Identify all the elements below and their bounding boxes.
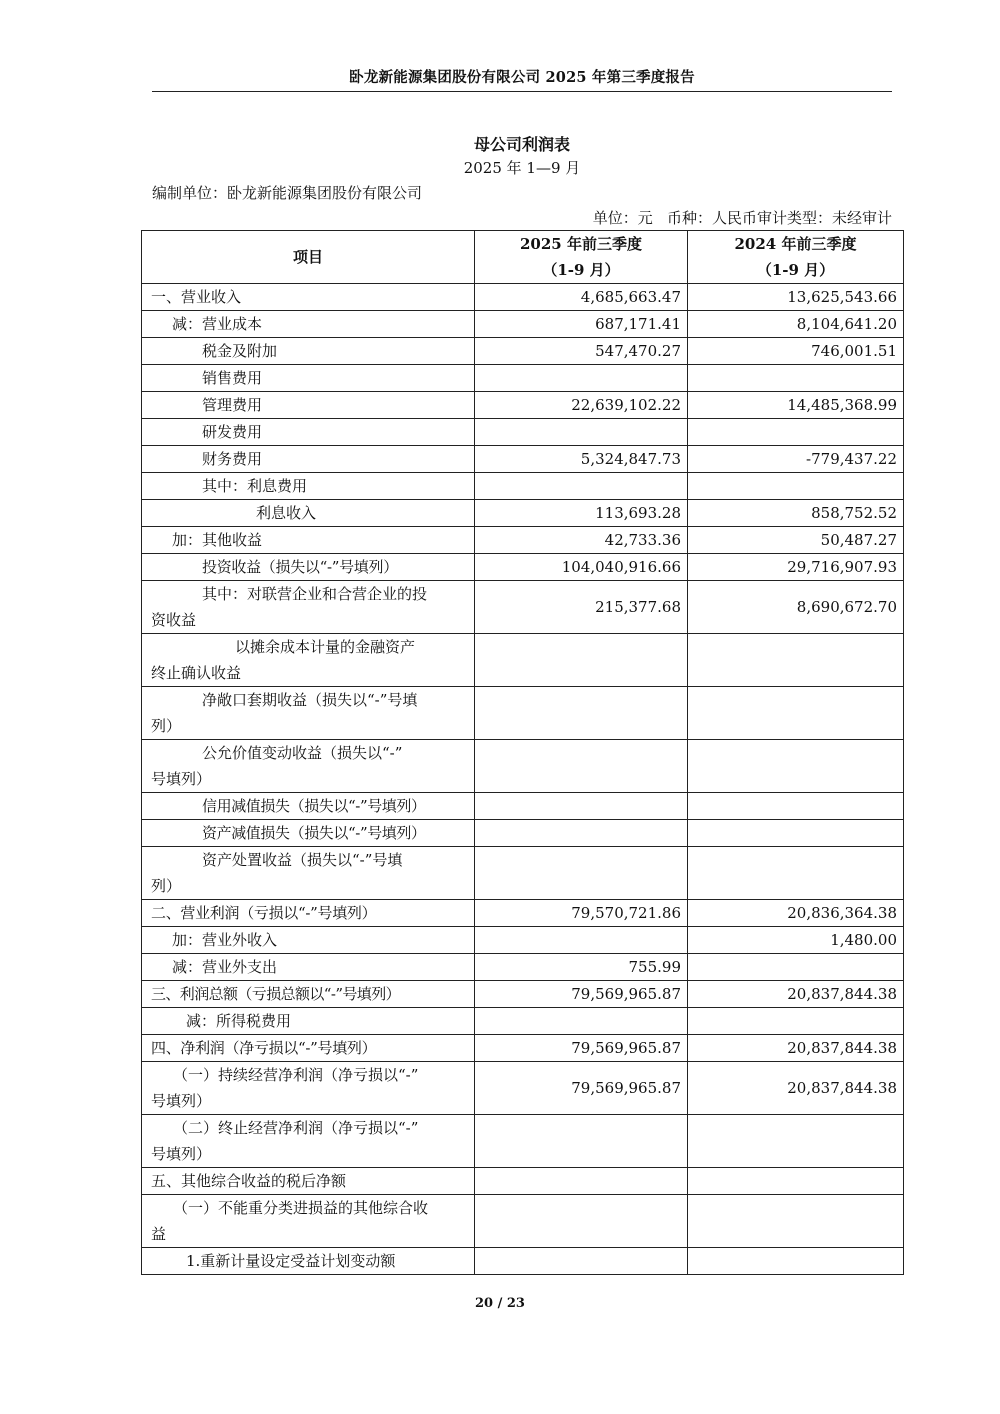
- value-2024: [688, 954, 904, 981]
- table-row: [142, 1248, 904, 1275]
- row-label: （二）终止经营净利润（净亏损以“-” 号填列）: [142, 1115, 475, 1168]
- value-2025: 5,324,847.73: [475, 446, 688, 473]
- row-label: 利息收入: [142, 500, 475, 527]
- table-row: [142, 820, 904, 847]
- value-2024: [688, 820, 904, 847]
- value-2025: [475, 1168, 688, 1195]
- table-row: [142, 634, 904, 687]
- value-2025: 104,040,916.66: [475, 554, 688, 581]
- value-2024: 1,480.00: [688, 927, 904, 954]
- value-2025: [475, 740, 688, 793]
- table-row: [142, 740, 904, 793]
- value-2024: [688, 1008, 904, 1035]
- value-2025: [475, 687, 688, 740]
- value-2024: 29,716,907.93: [688, 554, 904, 581]
- value-2024: 746,001.51: [688, 338, 904, 365]
- row-label: 一、营业收入: [142, 284, 475, 311]
- value-2025: 755.99: [475, 954, 688, 981]
- table-row: [142, 954, 904, 981]
- value-2024: [688, 847, 904, 900]
- value-2024: 50,487.27: [688, 527, 904, 554]
- row-label: 加：其他收益: [142, 527, 475, 554]
- income-statement-table: [141, 230, 904, 1275]
- value-2025: [475, 473, 688, 500]
- row-label: 二、营业利润（亏损以“-”号填列）: [142, 900, 475, 927]
- value-2024: 858,752.52: [688, 500, 904, 527]
- table-row: [142, 1008, 904, 1035]
- value-2025: [475, 634, 688, 687]
- table-row: [142, 847, 904, 900]
- table-row: [142, 581, 904, 634]
- value-2025: 42,733.36: [475, 527, 688, 554]
- value-2024: 13,625,543.66: [688, 284, 904, 311]
- header-item: 项目: [142, 231, 475, 284]
- table-row: [142, 527, 904, 554]
- value-2024: 8,690,672.70: [688, 581, 904, 634]
- statement-period: 2025 年 1—9 月: [463, 159, 581, 177]
- value-2024: [688, 1168, 904, 1195]
- value-2024: 20,837,844.38: [688, 1035, 904, 1062]
- value-2024: [688, 1195, 904, 1248]
- statement-title: 母公司利润表: [473, 135, 570, 154]
- row-label: 税金及附加: [142, 338, 475, 365]
- compiling-entity: 编制单位：卧龙新能源集团股份有限公司: [152, 184, 423, 202]
- table-row: [142, 392, 904, 419]
- table-row: [142, 1035, 904, 1062]
- row-label: 1.重新计量设定受益计划变动额: [142, 1248, 475, 1275]
- table-row: [142, 687, 904, 740]
- table-row: [142, 554, 904, 581]
- table-row: [142, 446, 904, 473]
- table-row: [142, 284, 904, 311]
- value-2024: [688, 1115, 904, 1168]
- row-label: 研发费用: [142, 419, 475, 446]
- table-row: [142, 793, 904, 820]
- row-label: （一）不能重分类进损益的其他综合收 益: [142, 1195, 475, 1248]
- value-2025: [475, 1248, 688, 1275]
- value-2024: [688, 793, 904, 820]
- row-label: 减：营业外支出: [142, 954, 475, 981]
- table-row: [142, 900, 904, 927]
- row-label: 三、利润总额（亏损总额以“-”号填列）: [142, 981, 475, 1008]
- row-label: 其中：利息费用: [142, 473, 475, 500]
- row-label: 净敞口套期收益（损失以“-”号填 列）: [142, 687, 475, 740]
- value-2024: [688, 687, 904, 740]
- value-2025: [475, 820, 688, 847]
- row-label: 销售费用: [142, 365, 475, 392]
- header-2025: 2025 年前三季度 （1-9 月）: [475, 231, 688, 284]
- value-2025: 79,569,965.87: [475, 1062, 688, 1115]
- table-row: [142, 1168, 904, 1195]
- table-row: [142, 311, 904, 338]
- value-2024: [688, 634, 904, 687]
- table-row: [142, 419, 904, 446]
- table-row: [142, 981, 904, 1008]
- row-label: 减：所得税费用: [142, 1008, 475, 1035]
- value-2024: 8,104,641.20: [688, 311, 904, 338]
- header-divider: [152, 91, 892, 92]
- row-label: 以摊余成本计量的金融资产 终止确认收益: [142, 634, 475, 687]
- value-2025: 79,569,965.87: [475, 1035, 688, 1062]
- value-2024: -779,437.22: [688, 446, 904, 473]
- report-header-title: 卧龙新能源集团股份有限公司 2025 年第三季度报告: [349, 69, 695, 86]
- units-currency-audit-line: 单位：元 币种：人民币审计类型：未经审计: [592, 209, 892, 227]
- value-2025: 687,171.41: [475, 311, 688, 338]
- value-2025: 547,470.27: [475, 338, 688, 365]
- value-2025: 4,685,663.47: [475, 284, 688, 311]
- value-2025: 22,639,102.22: [475, 392, 688, 419]
- row-label: 投资收益（损失以“-”号填列）: [142, 554, 475, 581]
- value-2024: 20,837,844.38: [688, 981, 904, 1008]
- value-2025: [475, 1195, 688, 1248]
- table-header-row: [142, 231, 904, 284]
- header-2024: 2024 年前三季度 （1-9 月）: [688, 231, 904, 284]
- value-2025: [475, 847, 688, 900]
- value-2025: 113,693.28: [475, 500, 688, 527]
- value-2024: [688, 1248, 904, 1275]
- value-2025: [475, 365, 688, 392]
- row-label: 五、其他综合收益的税后净额: [142, 1168, 475, 1195]
- value-2025: [475, 927, 688, 954]
- row-label: 其中：对联营企业和合营企业的投 资收益: [142, 581, 475, 634]
- value-2025: [475, 793, 688, 820]
- value-2024: [688, 473, 904, 500]
- page-number: 20 / 23: [475, 1296, 525, 1311]
- row-label: 资产处置收益（损失以“-”号填 列）: [142, 847, 475, 900]
- row-label: （一）持续经营净利润（净亏损以“-” 号填列）: [142, 1062, 475, 1115]
- table-row: [142, 500, 904, 527]
- value-2025: 215,377.68: [475, 581, 688, 634]
- value-2024: [688, 419, 904, 446]
- value-2025: 79,569,965.87: [475, 981, 688, 1008]
- value-2024: [688, 740, 904, 793]
- table-row: [142, 1062, 904, 1115]
- row-label: 四、净利润（净亏损以“-”号填列）: [142, 1035, 475, 1062]
- table-row: [142, 927, 904, 954]
- row-label: 财务费用: [142, 446, 475, 473]
- value-2024: 20,836,364.38: [688, 900, 904, 927]
- value-2024: [688, 365, 904, 392]
- value-2025: [475, 419, 688, 446]
- row-label: 信用减值损失（损失以“-”号填列）: [142, 793, 475, 820]
- table-row: [142, 1115, 904, 1168]
- value-2025: 79,570,721.86: [475, 900, 688, 927]
- table-row: [142, 365, 904, 392]
- table-row: [142, 473, 904, 500]
- row-label: 资产减值损失（损失以“-”号填列）: [142, 820, 475, 847]
- row-label: 减：营业成本: [142, 311, 475, 338]
- value-2025: [475, 1008, 688, 1035]
- value-2024: 20,837,844.38: [688, 1062, 904, 1115]
- value-2025: [475, 1115, 688, 1168]
- table-row: [142, 1195, 904, 1248]
- row-label: 加：营业外收入: [142, 927, 475, 954]
- value-2024: 14,485,368.99: [688, 392, 904, 419]
- table-row: [142, 338, 904, 365]
- row-label: 公允价值变动收益（损失以“-” 号填列）: [142, 740, 475, 793]
- row-label: 管理费用: [142, 392, 475, 419]
